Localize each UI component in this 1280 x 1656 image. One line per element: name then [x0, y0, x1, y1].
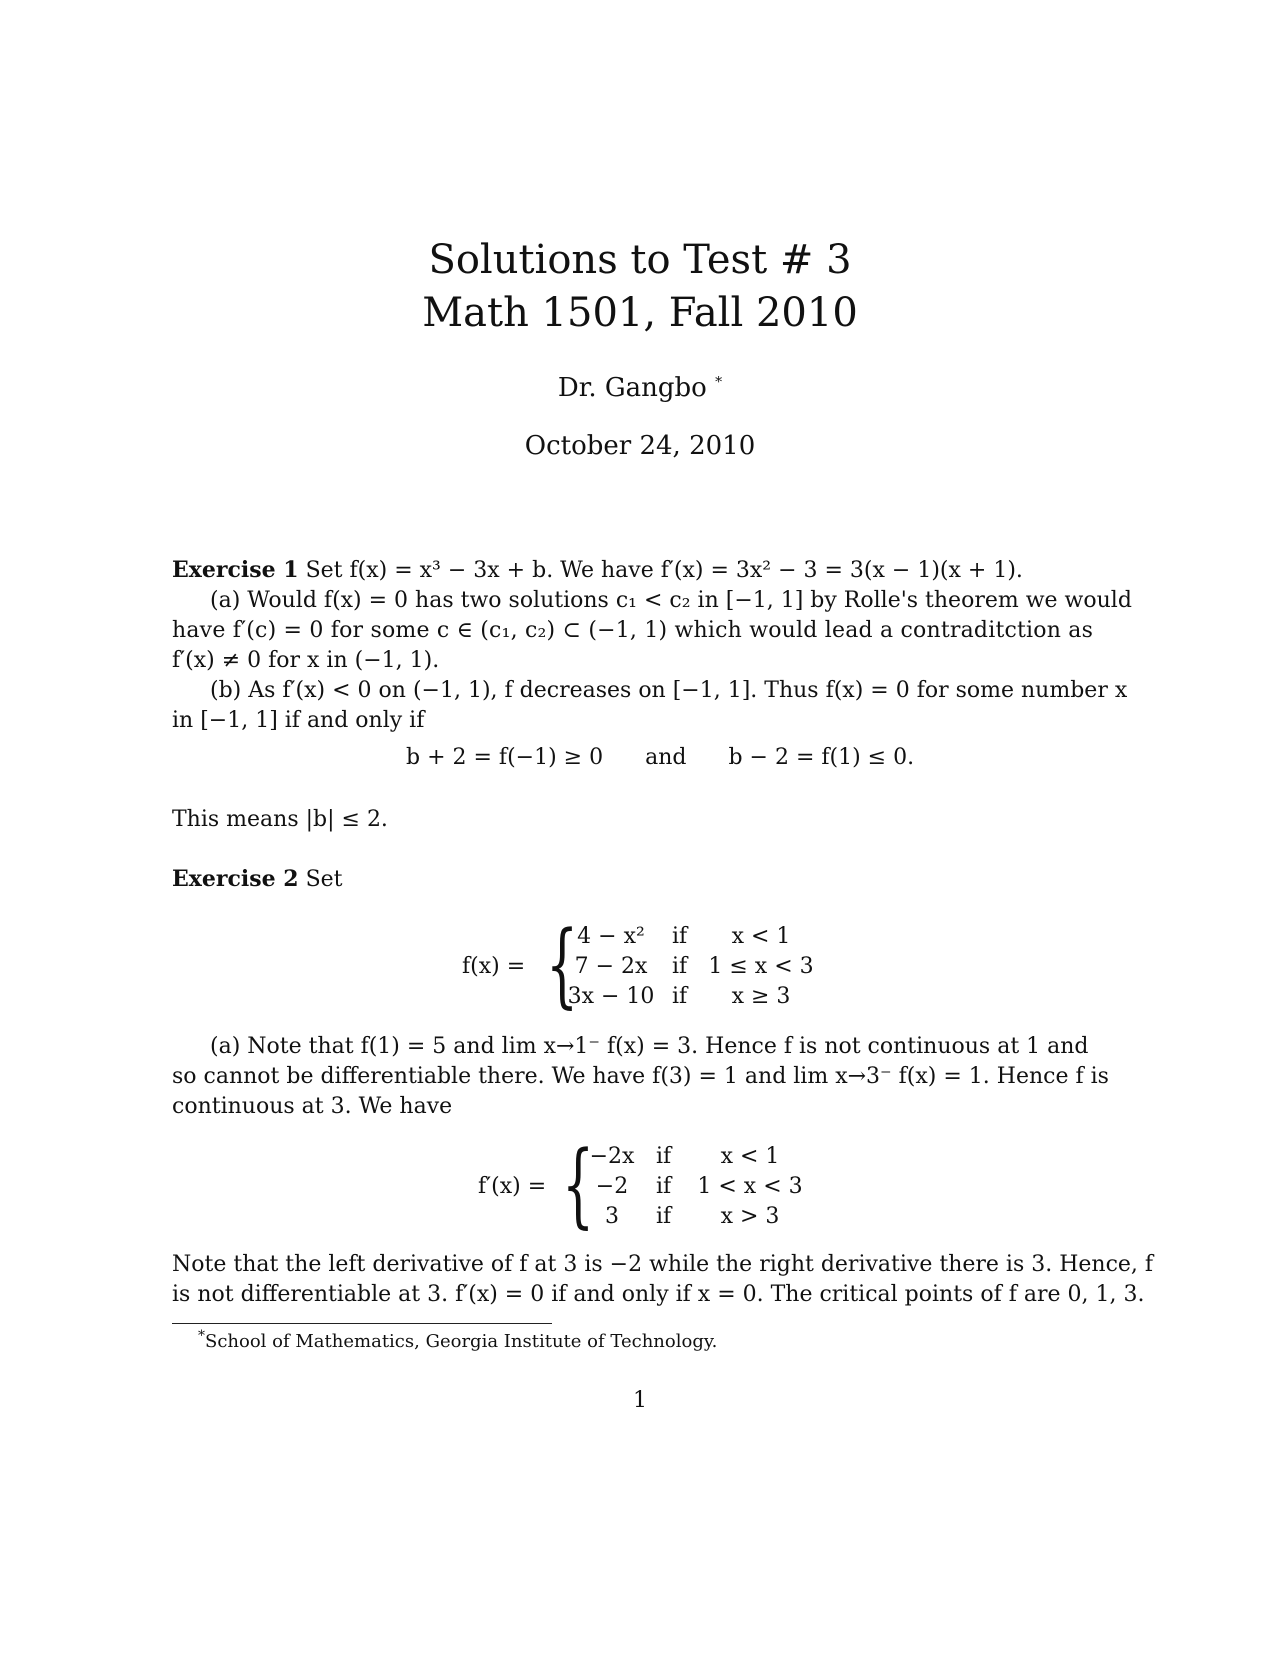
exercise-1-a-line-2: have f′(c) = 0 for some c ∈ (c₁, c₂) ⊂ (−1, 1) which would lead a contraditction as — [172, 618, 1094, 643]
exercise-1 — [172, 555, 1132, 736]
page-number: 1 — [633, 1388, 647, 1413]
fp-case-1-if: if — [656, 1144, 672, 1169]
f-case-2-cond: 1 ≤ x < 3 — [708, 954, 814, 979]
exercise-1-intro: Set f(x) = x³ − 3x + b. We have f′(x) = 3x² − 3 = 3(x − 1)(x + 1). — [305, 558, 1023, 583]
fp-case-1-expr: −2x — [589, 1144, 635, 1169]
fp-case-3-cond: x > 3 — [720, 1204, 780, 1229]
author-footnote-mark: * — [715, 374, 723, 391]
exercise-2-label: Exercise 2 — [172, 866, 299, 892]
f-case-exprs — [566, 922, 656, 1012]
exercise-2-note-line-1: Note that the left derivative of f at 3 is −2 while the right derivative there is 3. Hence, f — [172, 1252, 1154, 1277]
fp-case-1-cond: x < 1 — [720, 1144, 780, 1169]
footnote — [198, 1330, 717, 1354]
exercise-1-conclusion: This means |b| ≤ 2. — [172, 807, 388, 832]
title-line-2: Math 1501, Fall 2010 — [422, 290, 858, 336]
exercise-1-a-line-3: f′(x) ≠ 0 for x in (−1, 1). — [172, 648, 440, 673]
exercise-2-heading — [172, 864, 343, 895]
exercise-1-label: Exercise 1 — [172, 557, 299, 583]
exercise-2-note-line-2: is not differentiable at 3. f′(x) = 0 if and only if x = 0. The critical points of f are 0, 1, 3. — [172, 1282, 1145, 1307]
fp-case-2-expr: −2 — [595, 1174, 629, 1199]
f-case-2-if: if — [672, 954, 688, 979]
f-case-1-if: if — [672, 924, 688, 949]
exercise-1-b-line-1: (b) As f′(x) < 0 on (−1, 1), f decreases on [−1, 1]. Thus f(x) = 0 for some number x — [210, 678, 1128, 703]
f-case-3-cond: x ≥ 3 — [731, 984, 791, 1009]
exercise-2-a-line-3: continuous at 3. We have — [172, 1094, 453, 1119]
display-right: b − 2 = f(1) ≤ 0. — [728, 745, 915, 770]
fp-case-2-cond: 1 < x < 3 — [697, 1174, 803, 1199]
exercise-1-intro-line — [172, 555, 1116, 586]
f-case-3-expr: 3x − 10 — [567, 984, 655, 1009]
exercise-2-a-line-2: so cannot be differentiable there. We have f(3) = 1 and lim x→3⁻ f(x) = 1. Hence f is — [172, 1064, 1109, 1089]
f-case-1-cond: x < 1 — [731, 924, 791, 949]
f-case-conds — [706, 922, 816, 1012]
fp-lhs: f′(x) = — [478, 1174, 547, 1199]
exercise-2-a — [172, 1032, 1116, 1122]
exercise-2-note — [172, 1250, 1154, 1310]
date: October 24, 2010 — [524, 431, 756, 461]
display-and: and — [645, 745, 687, 770]
title-line-1: Solutions to Test # 3 — [428, 237, 852, 283]
exercise-1-a-line-1: (a) Would f(x) = 0 has two solutions c₁ < c₂ in [−1, 1] by Rolle's theorem we would — [210, 588, 1132, 613]
display-left: b + 2 = f(−1) ≥ 0 — [406, 745, 604, 770]
f-case-2-expr: 7 − 2x — [574, 954, 648, 979]
fp-case-ifs — [656, 1142, 671, 1232]
fp-case-3-if: if — [656, 1204, 672, 1229]
fp-case-3-expr: 3 — [605, 1204, 619, 1229]
f-case-1-expr: 4 − x² — [577, 924, 645, 949]
author-name: Dr. Gangbo — [557, 373, 707, 403]
f-lhs: f(x) = — [462, 954, 526, 979]
fp-case-conds — [690, 1142, 810, 1232]
exercise-2-intro: Set — [305, 867, 343, 892]
exercise-1-display-equation — [406, 745, 914, 770]
fp-case-exprs — [582, 1142, 642, 1232]
exercise-1-b-line-2: in [−1, 1] if and only if — [172, 708, 425, 733]
fp-case-2-if: if — [656, 1174, 672, 1199]
f-left-brace: { — [546, 911, 579, 1018]
footnote-rule — [172, 1323, 552, 1324]
exercise-2-a-line-1: (a) Note that f(1) = 5 and lim x→1⁻ f(x) = 3. Hence f is not continuous at 1 and — [210, 1034, 1089, 1059]
f-case-ifs — [672, 922, 687, 1012]
footnote-text: School of Mathematics, Georgia Institute of Technology. — [205, 1331, 718, 1352]
footnote-mark: * — [198, 1328, 205, 1344]
author — [0, 373, 1280, 403]
fp-left-brace: { — [562, 1131, 595, 1238]
f-case-3-if: if — [672, 984, 688, 1009]
